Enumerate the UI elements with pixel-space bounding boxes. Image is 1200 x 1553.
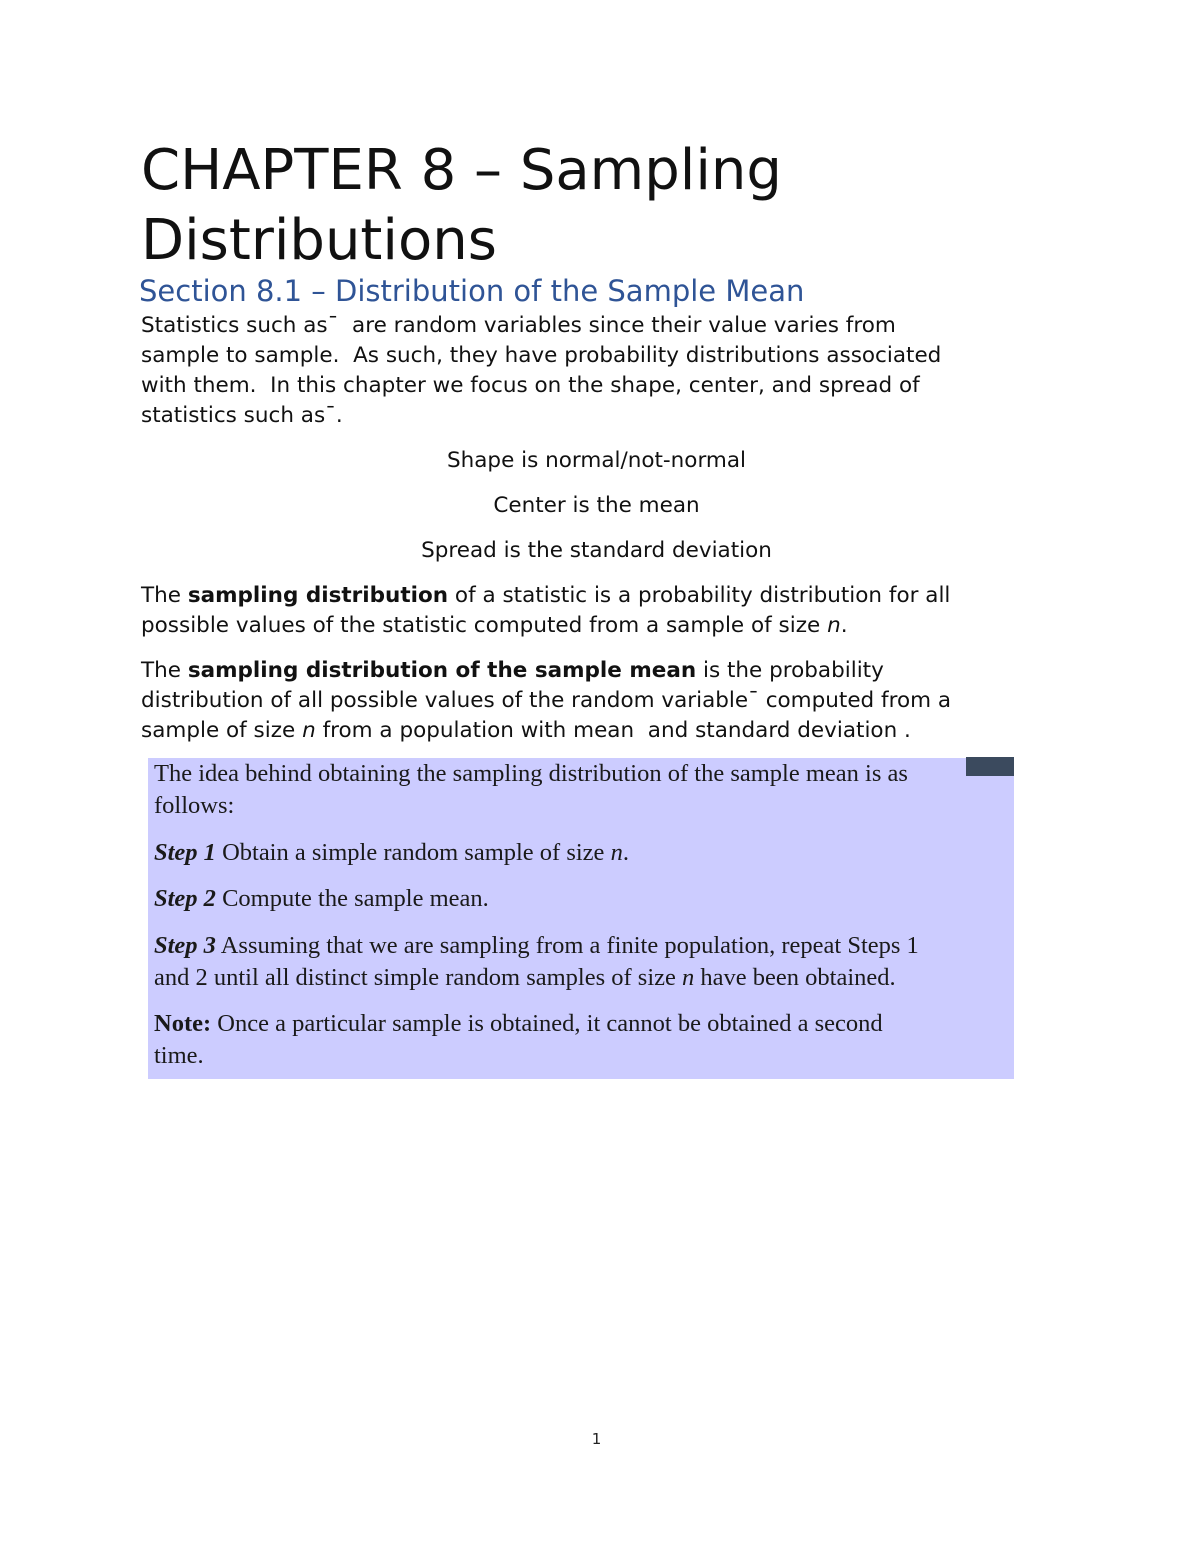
definition-line xyxy=(141,611,1061,641)
variable-n: n xyxy=(827,613,841,638)
step-3-line-1 xyxy=(154,930,1004,962)
definition-line xyxy=(141,686,1061,716)
note-label: Note: xyxy=(154,1010,212,1037)
shape-line: Shape is normal/not-normal xyxy=(446,448,747,473)
definition-text: possible values of the statistic computed from a sample of size xyxy=(141,613,828,638)
definition-text: . xyxy=(840,613,848,638)
intro-text: Statistics such as xyxy=(141,313,328,338)
chapter-title-line-1: CHAPTER 8 – Sampling xyxy=(141,138,782,203)
definition-text: is the probability xyxy=(696,658,884,683)
step-1-text: Obtain a simple random sample of size xyxy=(215,839,611,866)
steps-intro-line-2: follows: xyxy=(154,792,235,819)
x-bar-symbol: ¯ xyxy=(325,403,336,428)
variable-n: n xyxy=(682,964,695,991)
definition-line xyxy=(141,581,1061,611)
definition-text: . xyxy=(904,718,911,743)
definition-line xyxy=(141,716,1061,746)
intro-line-4 xyxy=(141,401,1041,431)
note-text: Once a particular sample is obtained, it cannot be obtained a second xyxy=(211,1010,883,1037)
variable-n: n xyxy=(302,718,316,743)
sampling-steps-box xyxy=(148,758,1014,1079)
definition-text: sample of size xyxy=(141,718,303,743)
definition-text: distribution of all possible values of the random variable xyxy=(141,688,749,713)
definition-line xyxy=(141,656,1061,686)
definition-text: The xyxy=(141,658,188,683)
intro-text: are random variables since their value varies from xyxy=(338,313,896,338)
step-3-text: and 2 until all distinct simple random samples of size xyxy=(154,964,683,991)
step-3-text: have been obtained. xyxy=(694,964,896,991)
definition-text: of a statistic is a probability distribution for all xyxy=(448,583,951,608)
step-2-text: Compute the sample mean. xyxy=(215,885,489,912)
section-title: Section 8.1 – Distribution of the Sample Mean xyxy=(139,274,805,308)
sample-mean-distribution-definition xyxy=(141,656,1061,746)
chapter-title-line-2: Distributions xyxy=(141,208,497,273)
step-1-label: Step 1 xyxy=(154,839,216,866)
definition-term: sampling distribution of the sample mean xyxy=(187,658,697,683)
intro-paragraph xyxy=(141,311,1041,431)
x-bar-symbol: ¯ xyxy=(748,688,759,713)
definition-text: from a population with mean xyxy=(315,718,641,743)
definition-term: sampling distribution xyxy=(187,583,449,608)
steps-intro-line-1: The idea behind obtaining the sampling distribution of the sample mean is as xyxy=(154,760,908,787)
definition-text: and standard deviation xyxy=(640,718,905,743)
variable-n: n xyxy=(610,839,623,866)
step-3-line-2 xyxy=(154,962,1004,994)
intro-line-3: with them. In this chapter we focus on the shape, center, and spread of xyxy=(141,373,920,398)
image-corner-artifact xyxy=(966,757,1014,776)
x-bar-symbol: ¯ xyxy=(327,313,339,338)
note-line-2: time. xyxy=(154,1042,204,1069)
chapter-title xyxy=(141,136,1041,276)
center-line: Center is the mean xyxy=(493,493,700,518)
step-3-text: Assuming that we are sampling from a finite population, repeat Steps 1 xyxy=(215,932,919,959)
note-line-1 xyxy=(154,1008,1004,1040)
intro-line-2: sample to sample. As such, they have probability distributions associated xyxy=(141,343,942,368)
definition-text: computed from a xyxy=(758,688,952,713)
intro-text: statistics such as xyxy=(141,403,326,428)
step-1-text: . xyxy=(622,839,629,866)
step-2-label: Step 2 xyxy=(154,885,216,912)
definition-text: The xyxy=(141,583,188,608)
step-3-label: Step 3 xyxy=(154,932,216,959)
intro-line-1 xyxy=(141,311,1041,341)
sampling-distribution-definition xyxy=(141,581,1061,641)
page-number: 1 xyxy=(591,1430,602,1448)
step-1 xyxy=(154,837,1004,869)
step-2 xyxy=(154,883,1004,915)
spread-line: Spread is the standard deviation xyxy=(421,538,772,563)
intro-text: . xyxy=(335,403,343,428)
